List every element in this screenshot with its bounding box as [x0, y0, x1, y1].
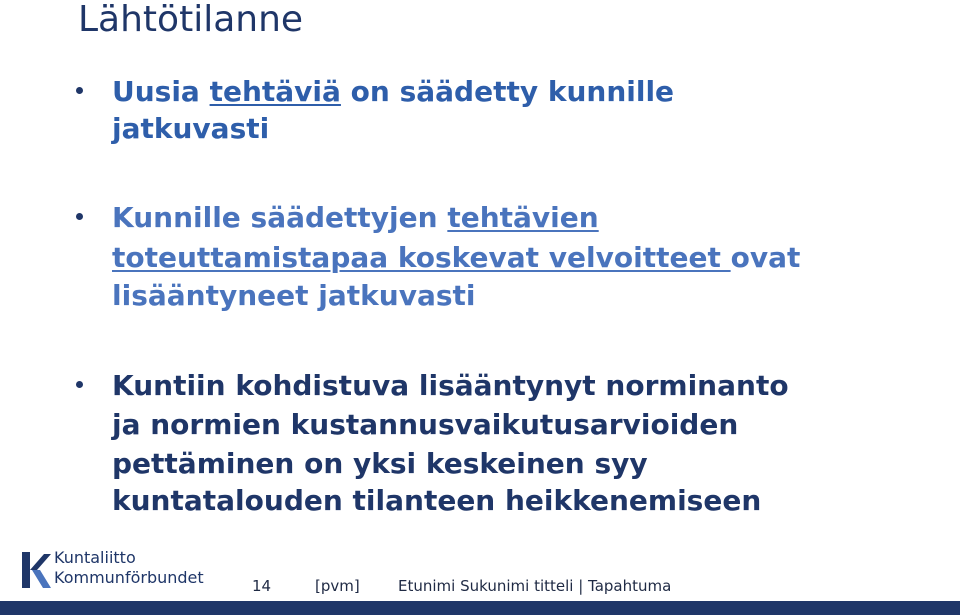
text-run: ovat: [730, 241, 801, 274]
bullet-3-line-1: [112, 370, 789, 402]
footer-bar: [0, 601, 960, 615]
bullet-dot-icon: [76, 213, 83, 220]
logo-text-swedish: Kommunförbundet: [54, 568, 204, 587]
text-run-underlined: tehtäviä: [209, 75, 341, 108]
text-run-underlined: toteuttamistapaa koskevat velvoitteet: [112, 241, 731, 274]
bullet-2-line-3: [112, 280, 476, 312]
bullet-1-line-2: [112, 113, 269, 145]
bullet-dot-icon: [76, 381, 83, 388]
text-run: ja normien kustannusvaikutusarvioiden: [112, 408, 739, 441]
text-run: kuntatalouden tilanteen heikkenemiseen: [112, 484, 762, 517]
kuntaliitto-k-logo-icon: [20, 548, 52, 592]
footer-presenter: Etunimi Sukunimi titteli | Tapahtuma: [398, 577, 672, 595]
text-run: on säädetty kunnille: [340, 75, 675, 108]
page-number: 14: [252, 577, 272, 595]
text-run: Kuntiin kohdistuva lisääntynyt norminanto: [112, 369, 789, 402]
bullet-3-line-3: [112, 448, 648, 480]
text-run: Kunnille säädettyjen: [112, 201, 448, 234]
bullet-2-line-2: [112, 242, 800, 274]
bullet-2-line-1: [112, 202, 599, 234]
bullet-dot-icon: [76, 87, 83, 94]
text-run: pettäminen on yksi keskeinen syy: [112, 447, 648, 480]
slide-title: Lähtötilanne: [78, 0, 304, 40]
footer-date: [pvm]: [315, 577, 360, 595]
bullet-3-line-4: [112, 485, 761, 517]
text-run: jatkuvasti: [112, 112, 270, 145]
text-run: lisääntyneet jatkuvasti: [112, 279, 476, 312]
kuntaliitto-logo: [20, 548, 204, 592]
logo-text-finnish: Kuntaliitto: [54, 548, 136, 567]
bullet-3-line-2: [112, 409, 738, 441]
bullet-1-line-1: [112, 76, 674, 108]
text-run: Uusia: [112, 75, 210, 108]
text-run-underlined: tehtävien: [447, 201, 599, 234]
